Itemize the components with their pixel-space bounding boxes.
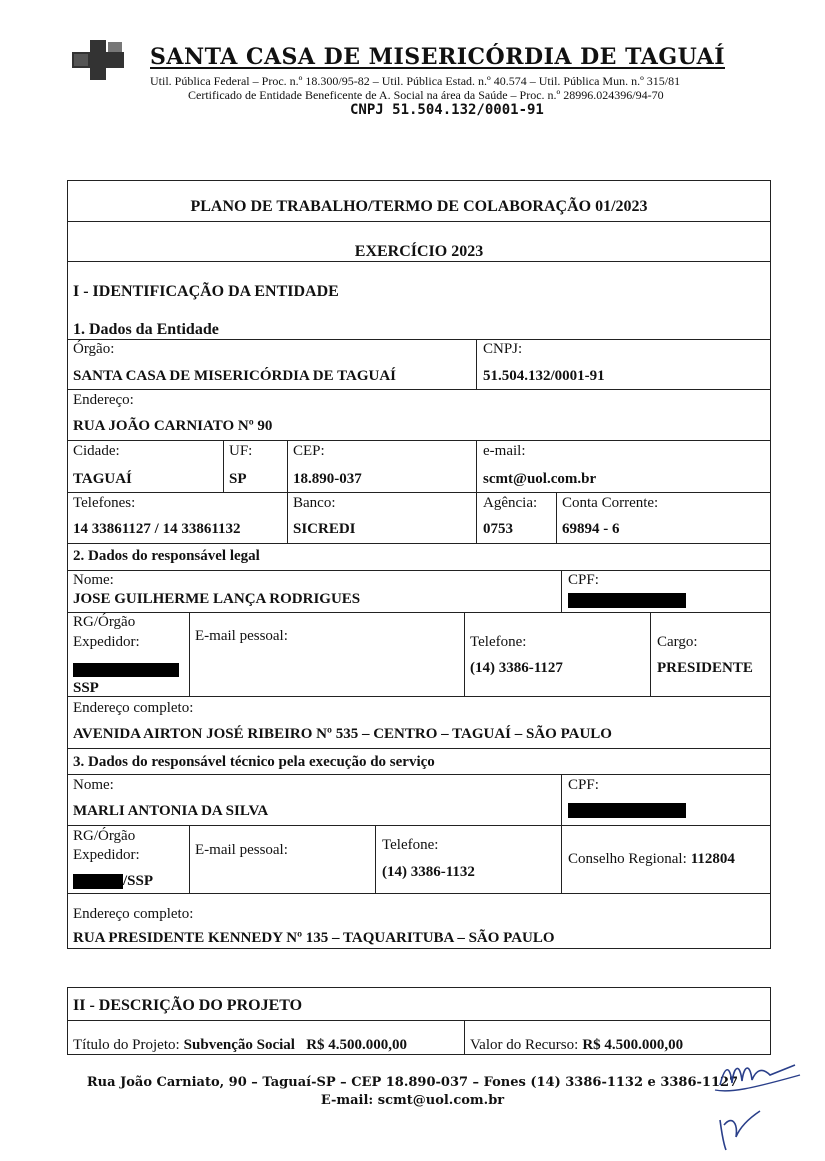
divider: [67, 825, 771, 826]
tech-conselho-label: Conselho Regional:: [568, 851, 687, 867]
divider: [67, 696, 771, 697]
orgao-label: Órgão:: [73, 341, 115, 357]
divider: [561, 825, 562, 893]
divider: [650, 612, 651, 696]
divider: [67, 389, 771, 390]
divider: [67, 339, 771, 340]
legal-email-label: E-mail pessoal:: [195, 628, 288, 644]
banco-label: Banco:: [293, 495, 336, 511]
technical-responsible-heading: 3. Dados do responsável técnico pela execução do serviço: [73, 754, 435, 770]
tech-conselho-value: 112804: [690, 851, 735, 867]
divider: [67, 893, 771, 894]
legal-cpf-redaction: [568, 593, 686, 608]
divider: [556, 492, 557, 543]
tech-endereco-label: Endereço completo:: [73, 906, 194, 922]
divider: [561, 570, 562, 612]
tech-rg-redaction: [73, 874, 123, 889]
divider: [476, 339, 477, 389]
exercise-year: EXERCÍCIO 2023: [354, 243, 484, 260]
conta-value: 69894 - 6: [562, 521, 620, 537]
legal-nome-label: Nome:: [73, 572, 114, 588]
tech-telefone-label: Telefone:: [382, 837, 439, 853]
divider: [561, 774, 562, 825]
tech-rg-label-line1: RG/Órgão: [73, 828, 136, 844]
legal-cargo-label: Cargo:: [657, 634, 698, 650]
divider: [67, 570, 771, 571]
org-cnpj: CNPJ 51.504.132/0001-91: [350, 102, 544, 118]
cidade-value: TAGUAÍ: [73, 471, 132, 487]
divider: [287, 440, 288, 543]
endereco-value: RUA JOÃO CARNIATO Nº 90: [73, 418, 273, 434]
divider: [375, 825, 376, 893]
cidade-label: Cidade:: [73, 443, 120, 459]
cnpj-label: CNPJ:: [483, 341, 523, 357]
legal-nome-value: JOSE GUILHERME LANÇA RODRIGUES: [73, 591, 361, 607]
divider: [67, 748, 771, 749]
endereco-label: Endereço:: [73, 392, 134, 408]
tech-nome-value: MARLI ANTONIA DA SILVA: [73, 803, 269, 819]
divider: [189, 825, 190, 893]
divider: [67, 492, 771, 493]
divider: [464, 612, 465, 696]
tech-rg-label-line2: Expedidor:: [73, 847, 140, 863]
agencia-label: Agência:: [483, 495, 538, 511]
divider: [189, 612, 190, 696]
divider: [476, 440, 477, 543]
cep-value: 18.890-037: [293, 471, 362, 487]
org-title: SANTA CASA DE MISERICÓRDIA DE TAGUAÍ: [150, 44, 725, 70]
divider: [67, 543, 771, 544]
uf-label: UF:: [229, 443, 253, 459]
form-title: PLANO DE TRABALHO/TERMO DE COLABORAÇÃO 01/2023: [190, 198, 648, 215]
uf-value: SP: [229, 471, 247, 487]
agencia-value: 0753: [483, 521, 513, 537]
legal-telefone-label: Telefone:: [470, 634, 527, 650]
santa-casa-cross-logo: [70, 38, 136, 82]
resource-value-label: Valor do Recurso:: [470, 1037, 579, 1053]
telefones-label: Telefones:: [73, 495, 136, 511]
divider: [464, 1020, 465, 1054]
divider: [67, 440, 771, 441]
cep-label: CEP:: [293, 443, 325, 459]
legal-cargo-value: PRESIDENTE: [657, 660, 753, 676]
cnpj-value: 51.504.132/0001-91: [483, 368, 605, 384]
tech-email-label: E-mail pessoal:: [195, 842, 288, 858]
legal-endereco-value: AVENIDA AIRTON JOSÉ RIBEIRO Nº 535 – CENTRO – TAGUAÍ – SÃO PAULO: [73, 726, 612, 742]
legal-rg-issuer: SSP: [73, 680, 99, 696]
email-value: scmt@uol.com.br: [483, 471, 597, 487]
divider: [67, 774, 771, 775]
legal-rg-label-line2: Expedidor:: [73, 634, 140, 650]
entity-data-heading: 1. Dados da Entidade: [73, 321, 219, 338]
tech-cpf-redaction: [568, 803, 686, 818]
divider: [223, 440, 224, 492]
footer-address: Rua João Carniato, 90 – Taguaí-SP – CEP 18.890-037 – Fones (14) 3386-1132 e 3386-1127: [86, 1075, 739, 1090]
email-label: e-mail:: [483, 443, 526, 459]
divider: [67, 612, 771, 613]
tech-telefone-value: (14) 3386-1132: [382, 864, 475, 880]
project-title-label: Título do Projeto:: [73, 1037, 180, 1053]
orgao-value: SANTA CASA DE MISERICÓRDIA DE TAGUAÍ: [73, 368, 396, 384]
divider: [67, 221, 771, 222]
section-project-title: II - DESCRIÇÃO DO PROJETO: [73, 997, 303, 1014]
org-certificate-line: Certificado de Entidade Beneficente de A. Social na área da Saúde – Proc. n.º 28996.024396/94-70: [188, 88, 664, 102]
tech-cpf-label: CPF:: [568, 777, 599, 793]
section-identification-title: I - IDENTIFICAÇÃO DA ENTIDADE: [73, 283, 339, 300]
conta-label: Conta Corrente:: [562, 495, 659, 511]
tech-conselho-field: [568, 850, 735, 868]
telefones-value: 14 33861127 / 14 33861132: [73, 521, 241, 537]
legal-endereco-label: Endereço completo:: [73, 700, 194, 716]
project-title-field: [73, 1036, 407, 1054]
footer-email: E-mail: scmt@uol.com.br: [320, 1093, 505, 1108]
banco-value: SICREDI: [293, 521, 356, 537]
tech-nome-label: Nome:: [73, 777, 114, 793]
divider: [67, 261, 771, 262]
tech-endereco-value: RUA PRESIDENTE KENNEDY Nº 135 – TAQUARITUBA – SÃO PAULO: [73, 930, 555, 946]
legal-rg-label-line1: RG/Órgão: [73, 614, 136, 630]
resource-value-field: [470, 1036, 683, 1054]
tech-rg-issuer: /SSP: [123, 873, 154, 889]
legal-representative-heading: 2. Dados do responsável legal: [73, 548, 260, 564]
divider: [67, 1020, 771, 1021]
legal-rg-redaction: [73, 663, 179, 677]
legal-telefone-value: (14) 3386-1127: [470, 660, 563, 676]
project-title-value: Subvenção Social R$ 4.500.000,00: [183, 1037, 408, 1053]
handwritten-signature: [700, 1045, 810, 1155]
resource-value-amount: R$ 4.500.000,00: [582, 1037, 684, 1053]
org-registration-line: Util. Pública Federal – Proc. n.º 18.300/95-82 – Util. Pública Estad. n.º 40.574 – Util. Pública Mun. n.º 315/81: [150, 74, 681, 88]
legal-cpf-label: CPF:: [568, 572, 599, 588]
